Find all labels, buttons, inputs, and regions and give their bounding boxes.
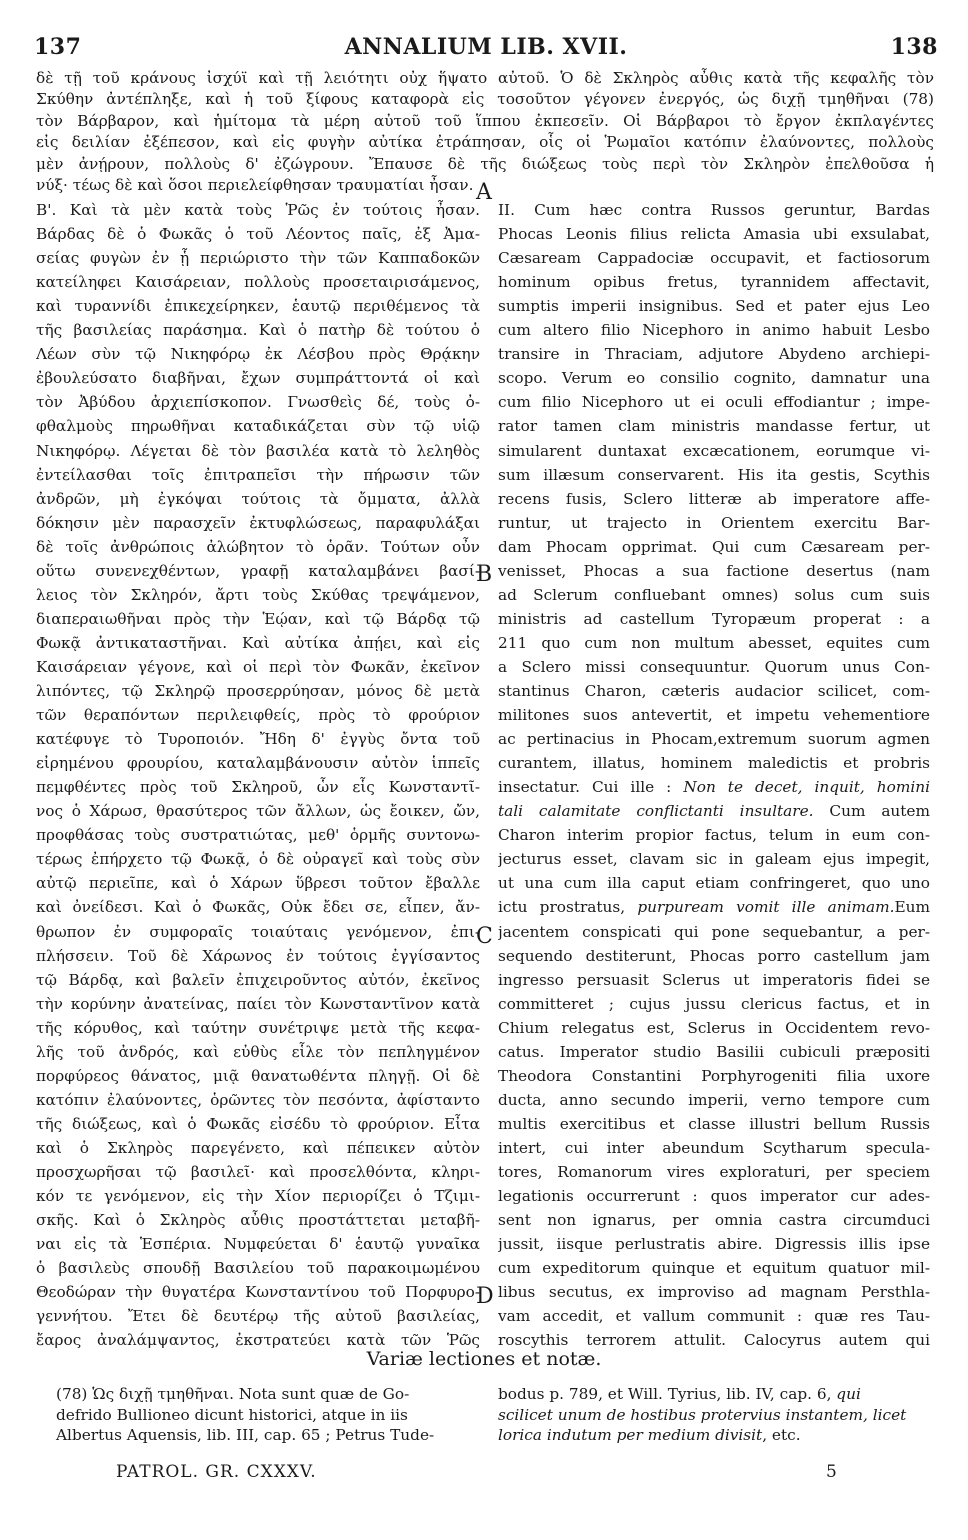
- greek-line: λῆς τοῦ ἀνδρός, καὶ εὐθὺς εἷλε τὸν πεπληγμένον: [36, 1042, 480, 1061]
- greek-line: διαπεραιωθῆναι πρὸς τὴν Ἑῴαν, καὶ τῷ Βάρδᾳ τῷ: [36, 609, 480, 628]
- greek-line: Βάρδας δὲ ὁ Φωκᾶς ὁ τοῦ Λέοντος παῖς, ἐξ Ἀμα-: [36, 225, 480, 244]
- latin-line: tali calamitate conflictanti insultare. Cum autem: [498, 802, 930, 821]
- note-line: Albertus Aquensis, lib. III, cap. 65 ; Petrus Tude-: [56, 1426, 435, 1444]
- latin-line: recens fusis, Sclero litteræ ab imperatore affe-: [498, 489, 930, 508]
- note-line: lorica indutum per medium divisit, etc.: [498, 1426, 801, 1444]
- greek-line: πεμφθέντες πρὸς τοῦ Σκληροῦ, ὧν εἷς Κωνσταντῖ-: [36, 778, 480, 797]
- note-line: [498, 1405, 906, 1425]
- latin-line: transire in Thraciam, adjutore Abydeno archiepi-: [498, 345, 930, 364]
- latin-line: roscythis terrorem attulit. Calocyrus autem qui: [498, 1331, 930, 1350]
- latin-line: multis exercitibus et classe illustri bellum Russis: [498, 1114, 930, 1133]
- latin-line: stantinus Charon, cæteris audacior scilicet, com-: [498, 682, 930, 700]
- latin-line: jecturus esset, clavam sic in galeam ejus impegit,: [498, 850, 930, 869]
- italic-text: Non te decet, inquit, homini: [683, 778, 930, 797]
- italic-text: qui: [836, 1385, 861, 1403]
- latin-line: committeret ; cujus jussu clericus factus, et in: [498, 994, 930, 1013]
- running-title: ANNALIUM LIB. XVII.: [344, 34, 628, 60]
- greek-line: γεννήτου. Ἔτει δὲ δευτέρῳ τῆς αὐτοῦ βασιλείας,: [36, 1307, 480, 1326]
- latin-line: ducta, anno secundo imperii, verno tempore cum: [498, 1090, 930, 1109]
- latin-line: rator tamen clam ministris mandasse fertur, ut: [498, 417, 930, 436]
- greek-line: δὲ τοῖς ἀνθρώποις ἀλώβητον τὸ ὁρᾶν. Τούτων οὖν: [36, 537, 480, 556]
- greek-line: Νικηφόρῳ. Λέγεται δὲ τὸν βασιλέα κατὰ τὸ λεληθὸς: [36, 441, 480, 460]
- greek-line: τῷ Βάρδᾳ, καὶ βαλεῖν ἐπιχειροῦντος αὐτόν, ἐκεῖνος: [36, 970, 480, 989]
- greek-line: πλήσσειν. Τοῦ δὲ Χάρωνος ἐν τούτοις ἐγγίσαντος: [36, 946, 480, 965]
- latin-line: a Sclero missi consequuntur. Quorum unus Con-: [498, 657, 930, 676]
- latin-line: ministris ad castellum Tyropæum properat : a: [498, 609, 930, 628]
- latin-line: cum expeditorum quinque et equitum quatuor mil-: [498, 1259, 930, 1278]
- greek-line: Λέων σὺν τῷ Νικηφόρῳ ἐκ Λέσβου πρὸς Θρᾴκην: [36, 345, 480, 364]
- latin-line: cum altero filio Nicephoro in animo habuit Lesbo: [498, 321, 930, 340]
- greek-line: ναι εἰς τὰ Ἑσπέρια. Νυμφεύεται δ' ἑαυτῷ γυναῖκα: [36, 1235, 480, 1254]
- page-number-left: 137: [34, 34, 82, 60]
- greek-full-line: Σκύθην ἀντέπληξε, καὶ ἡ τοῦ ξίφους καταφορὰ εἰς τοσοῦτον γέγονεν ἐνεργός, ὡς διχῇ τμηθῆναι (78): [36, 90, 934, 109]
- latin-line: Theodora Constantini Porphyrogeniti filia uxore: [498, 1066, 930, 1085]
- italic-text: lorica indutum per medium divisit: [498, 1426, 763, 1444]
- latin-line: jussit, iisque perlustratis abire. Digressis illis ipse: [498, 1235, 930, 1254]
- greek-line: σείας φυγὼν ἐν ᾗ περιώριστο τὴν τῶν Καππαδοκῶν: [36, 249, 480, 268]
- greek-line: κατόπιν ἐλαύνοντες, ὁρῶντες τὸν πεσόντα, ἀφίσταντο: [36, 1090, 480, 1109]
- latin-line: scopo. Verum eo consilio cognito, damnatur una: [498, 369, 930, 388]
- latin-line: legationis occurrerunt : quos imperator cur ades-: [498, 1187, 930, 1206]
- greek-line: τῆς κόρυθος, καὶ ταύτην συνέτριψε μετὰ τῆς κεφα-: [36, 1018, 480, 1037]
- note-line: (78) Ὡς διχῇ τμηθῆναι. Nota sunt quæ de Go-: [56, 1385, 410, 1403]
- latin-line: simularent duntaxat excæcationem, eorumque vi-: [498, 441, 930, 460]
- greek-line: τὴν κορύνην ἀνατείνας, παίει τὸν Κωνσταντῖνον κατὰ: [36, 994, 480, 1013]
- running-header: [34, 34, 938, 66]
- latin-line: jacentem conspicati qui pone sequebantur, a per-: [498, 922, 930, 941]
- latin-line: militones suos antevertit, et impetu vehementiore: [498, 706, 930, 725]
- latin-line: catus. Imperator studio Basilii cubiculi præpositi: [498, 1042, 930, 1061]
- italic-text: scilicet unum de hostibus protervius instantem, licet: [498, 1405, 907, 1424]
- greek-line: προσχωρῆσαι τῷ βασιλεῖ· καὶ προσελθόντα, κληρι-: [36, 1163, 480, 1181]
- greek-line: ὁ βασιλεὺς σπουδῇ Βασιλείου τοῦ παρακοιμωμένου: [36, 1259, 480, 1278]
- greek-line: τέρως ἐπήρχετο τῷ Φωκᾷ, ὁ δὲ οὐραγεῖ καὶ τοὺς σὺν: [36, 850, 480, 869]
- greek-line: τῶν θεραπόντων περιλειφθείς, πρὸς τὸ φρούριον: [36, 706, 480, 725]
- italic-text: tali calamitate conflictanti insultare.: [498, 802, 814, 821]
- latin-line: ingresso persuasit Sclerus ut imperatoris fidei se: [498, 970, 930, 989]
- greek-full-line: τὸν Βάρβαρον, καὶ ἡμίτομα τὰ μέρη αὐτοῦ τοῦ ἵππου ἐκπεσεῖν. Οἱ Βάρβαροι τὸ ἔργον ἐκπλαγέντες: [36, 111, 934, 130]
- margin-marker-d: D: [476, 1284, 494, 1309]
- latin-line: intert, cui inter abeundum Scytharum specula-: [498, 1138, 930, 1157]
- greek-line: ἔαρος ἀναλάμψαντος, ἐκστρατεύει κατὰ τῶν Ῥῶς: [36, 1331, 480, 1350]
- latin-line: curantem, illatus, hominem maledictis et probris: [498, 754, 930, 773]
- latin-line: Phocas Leonis filius relicta Amasia ubi exsulabat,: [498, 225, 930, 244]
- margin-marker-c: C: [476, 924, 493, 949]
- latin-line: II. Cum hæc contra Russos geruntur, Bardas: [498, 201, 930, 219]
- greek-line: νος ὁ Χάρωσ, θρασύτερος τῶν ἄλλων, ὡς ἔοικεν, ὤν,: [36, 802, 480, 821]
- latin-line: libus secutus, ex improviso ad magnam Persthla-: [498, 1283, 930, 1302]
- latin-line: sequendo destiterunt, Phocas porro castellum jam: [498, 946, 930, 965]
- latin-line: 211 quo cum non multum abesset, equites cum: [498, 633, 930, 652]
- latin-line: Charon interim propior factus, telum in eum con-: [498, 826, 930, 845]
- greek-line: λειος τὸν Σκληρόν, ἄρτι τοὺς Σκύθας τρεψάμενον,: [36, 585, 480, 604]
- greek-line: ἀνδρῶν, μὴ ἐγκόψαι τούτοις τὰ ὄμματα, ἀλλὰ: [36, 489, 480, 508]
- greek-line: τῆς διώξεως, καὶ ὁ Φωκᾶς εἰσέδυ τὸ φρούριον. Εἶτα: [36, 1114, 480, 1133]
- greek-full-line: δὲ τῇ τοῦ κράνους ἰσχύϊ καὶ τῇ λειότητι οὐχ ἥψατο αὐτοῦ. Ὁ δὲ Σκληρὸς αὖθις κατὰ τῆς κεφαλῆς τὸν: [36, 69, 934, 87]
- greek-line: οὕτω συνενεχθέντων, γραφῇ καταλαμβάνει βασί-: [36, 561, 480, 580]
- notes-title: Variæ lectiones et notæ.: [366, 1348, 602, 1370]
- greek-line: τὸν Ἀβύδου ἀρχιεπίσκοπον. Γνωσθεὶς δέ, τοὺς ὀ-: [36, 393, 480, 412]
- latin-line: dam Phocam opprimat. Qui cum Cæsaream per-: [498, 537, 930, 556]
- greek-line: πορφύρεος θάνατος, μιᾷ θανατωθέντα πληγῇ. Οἱ δὲ: [36, 1066, 480, 1085]
- note-line: bodus p. 789, et Will. Tyrius, lib. IV, cap. 6, qui: [498, 1385, 861, 1403]
- footer-patrology-reference: PATROL. GR. CXXXV.: [116, 1462, 317, 1482]
- greek-line: εἰρημένου φρουρίου, καταλαμβάνουσιν αὐτὸν ἱππεῖς: [36, 754, 480, 773]
- greek-line: θρωπον ἐν συμφοραῖς τοιαύταις γενόμενον, ἐπι-: [36, 922, 480, 941]
- greek-line: καὶ τυραννίδι ἐπικεχείρηκεν, ἑαυτῷ περιθέμενος τὰ: [36, 297, 480, 316]
- greek-line: σκῆς. Καὶ ὁ Σκληρὸς αὖθις προστάττεται μεταβῆ-: [36, 1211, 480, 1230]
- latin-line: hominum opibus fretus, tyrannidem affectavit,: [498, 273, 930, 292]
- latin-line: Cæsaream Cappadociæ occupavit, et factiosorum: [498, 249, 930, 268]
- latin-line: runtur, ut trajecto in Orientem exercitu Bar-: [498, 513, 930, 532]
- greek-line: προφθάσας τοὺς συστρατιώτας, μεθ' ὁρμῆς συντονω-: [36, 826, 480, 845]
- greek-line: ἐντείλασθαι τοῖς ἐπιτραπεῖσι τὴν πήρωσιν τῶν: [36, 465, 480, 484]
- latin-line: cum filio Nicephoro ut ei oculi effodiantur ; impe-: [498, 393, 930, 412]
- latin-line: insectatur. Cui ille : Non te decet, inquit, homini: [498, 778, 930, 797]
- greek-line: Θεοδώραν τὴν θυγατέρα Κωνσταντίνου τοῦ Πορφυρο-: [36, 1283, 480, 1302]
- greek-line: φθαλμοὺς πηρωθῆναι καταδικάζεται σὺν τῷ υἱῷ: [36, 417, 480, 436]
- greek-line: κατείληφει Καισάρειαν, πολλοὺς προσεταιρισάμενος,: [36, 273, 480, 292]
- latin-line: sum illæsum conservarent. His ita gestis, Scythis: [498, 465, 930, 484]
- greek-full-line: μὲν ἀνῄρουν, πολλοὺς δ' ἐζώγρουν. Ἔπαυσε δὲ τῆς διώξεως τοὺς περὶ τὸν Σκληρὸν ἐπελθοῦσα ἡ: [36, 154, 934, 173]
- greek-line: κατέφυγε τὸ Τυροποιόν. Ἤδη δ' ἐγγὺς ὄντα τοῦ: [36, 730, 480, 749]
- page-number-right: 138: [890, 34, 938, 60]
- greek-line: Καισάρειαν γέγονε, καὶ οἱ περὶ τὸν Φωκᾶν, ἐκεῖνον: [36, 657, 480, 676]
- greek-line: ἐβουλεύσατο διαβῆναι, ἔχων συμπράττοντά οἱ καὶ: [36, 369, 480, 388]
- latin-line: ictu prostratus, purpuream vomit ille animam.Eum: [498, 898, 930, 917]
- latin-line: Chium relegatus est, Sclerus in Occidentem revo-: [498, 1018, 930, 1037]
- greek-line: κόν τε γενόμενον, εἰς τὴν Χίον περιορίζει ὁ Τζιμι-: [36, 1187, 480, 1206]
- latin-line: ad Sclerum confluebant omnes) solus cum suis: [498, 585, 930, 604]
- margin-marker-a: A: [476, 180, 492, 205]
- latin-line: tores, Romanorum vires exploraturi, per speciem: [498, 1163, 930, 1181]
- greek-line: λιπόντες, τῷ Σκληρῷ προσερρύησαν, μόνος δὲ μετὰ: [36, 682, 480, 700]
- greek-full-line: νύξ· τέως δὲ καὶ ὅσοι περιελείφθησαν τραυματίαι ἦσαν.: [36, 176, 474, 194]
- greek-line: τῆς βασιλείας παράσημα. Καὶ ὁ πατὴρ δὲ τούτου ὁ: [36, 321, 480, 340]
- italic-text: purpuream vomit ille animam.: [637, 898, 895, 917]
- latin-line: vam accedit, et vallum communit : quæ res Tau-: [498, 1307, 930, 1326]
- latin-line: ut una cum illa caput etiam confringeret, quo uno: [498, 874, 930, 893]
- latin-line: venisset, Phocas a sua factione desertus (nam: [498, 561, 930, 580]
- note-line: defrido Bullioneo dicunt historici, atque in iis: [56, 1405, 408, 1424]
- greek-line: καὶ ὀνείδεσι. Καὶ ὁ Φωκᾶς, Οὐκ ἔδει σε, εἶπεν, ἄν-: [36, 898, 480, 917]
- greek-line: δόκησιν μὲν παρασχεῖν ἐκτυφλώσεως, παραφυλάξαι: [36, 513, 480, 532]
- margin-marker-b: B: [476, 562, 493, 587]
- latin-line: ac pertinacius in Phocam,extremum suorum agmen: [498, 730, 930, 749]
- latin-line: sumptis imperii insignibus. Sed et pater ejus Leo: [498, 297, 930, 316]
- greek-full-line: εἰς δειλίαν ἐξέπεσον, καὶ εἰς φυγὴν αὐτίκα ἐτράπησαν, οἷς οἱ Ῥωμαῖοι κατόπιν ἐλαύνοντες, πολλοὺς: [36, 133, 934, 152]
- greek-line: Β'. Καὶ τὰ μὲν κατὰ τοὺς Ῥῶς ἐν τούτοις ἦσαν.: [36, 201, 480, 219]
- greek-line: καὶ ὁ Σκληρὸς παρεγένετο, καὶ πέπεικεν αὐτὸν: [36, 1138, 480, 1157]
- footer-signature-number: 5: [826, 1462, 838, 1482]
- greek-line: αὐτῷ περιεῖπε, καὶ ὁ Χάρων ὕβρεσι τοῦτον ἔβαλλε: [36, 874, 480, 893]
- latin-line: sent non ignarus, per omnia castra circumduci: [498, 1211, 930, 1230]
- greek-line: Φωκᾷ ἀντικαταστῆναι. Καὶ αὐτίκα ἀπῄει, καὶ εἰς: [36, 633, 480, 652]
